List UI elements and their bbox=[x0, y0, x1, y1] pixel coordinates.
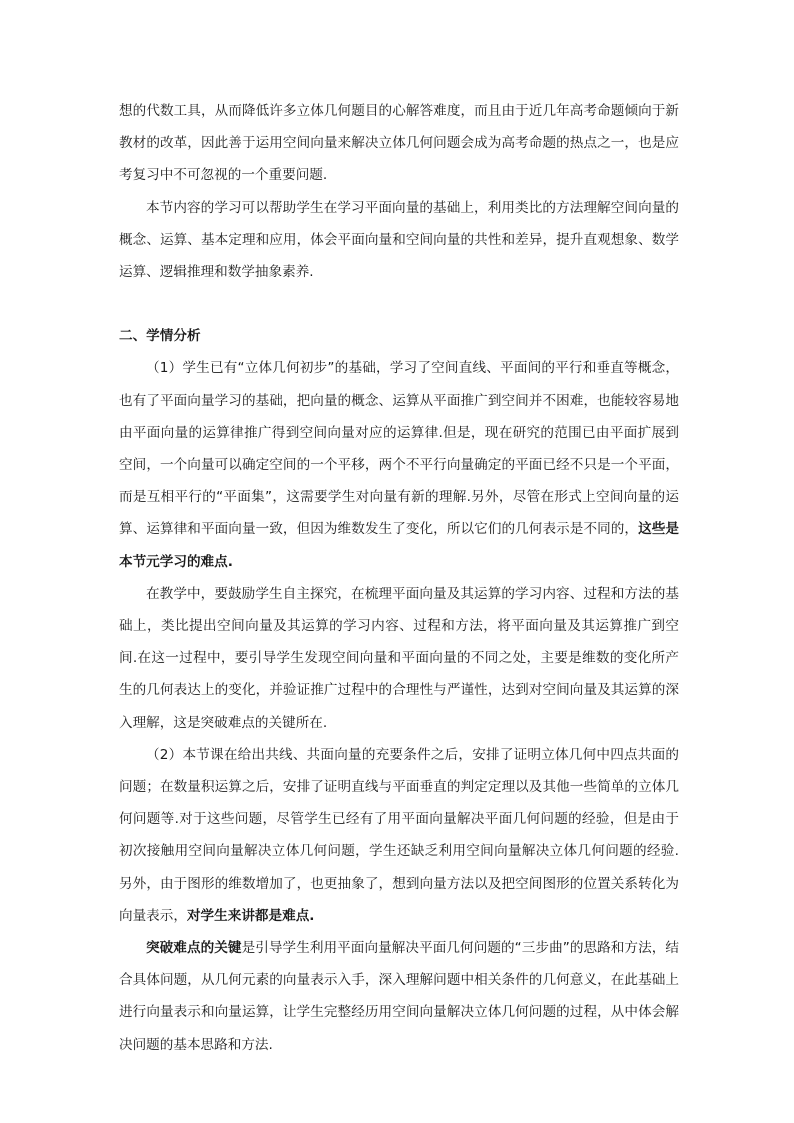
paragraph-prior-knowledge-text: （1）学生已有“立体几何初步”的基础，学习了空间直线、平面间的平行和垂直等概念，也有了平面向量学习的基础，把向量的概念、运算从平面推广到空间并不困难，也能较容易地由平面向量的运算律推广得到空间向量对应的运算律.但是，现在研究的范围已由平面扩展到空间，一个向量可以确定空间的一个平移，两个不平行向量确定的平面已经不只是一个平面，而是互相平行的“平面集”，这需要学生对向量有新的理解.另外，尽管在形式上空间向量的运算、运算律和平面向量一致，但因为维数发生了变化，所以它们的几何表示是不同的， bbox=[119, 360, 679, 538]
section-heading-learning-analysis: 二、学情分析 bbox=[119, 328, 201, 345]
paragraph-vector-tool: 想的代数工具，从而降低许多立体几何题目的心解答难度，而且由于近几年高考命题倾向于新教材的改革，因此善于运用空间向量来解决立体几何问题会成为高考命题的热点之一，也是应考复习中不可忽视的一个重要问题. bbox=[119, 103, 679, 184]
paragraph-lesson-arrangement-text: （2）本节课在给出共线、共面向量的充要条件之后，安排了证明立体几何中四点共面的问题；在数量积运算之后，安排了证明直线与平面垂直的判定定理以及其他一些简单的立体几何问题等.对于这些问题，尽管学生已经有了用平面向量解决平面几何问题的经验，但是由于初次接触用空间向量解决立体几何问题，学生还缺乏利用空间向量解决立体几何问题的经验.另外，由于图形的维数增加了，也更抽象了，想到向量方法以及把空间图形的位置关系转化为向量表示， bbox=[119, 746, 679, 924]
paragraph-prior-knowledge bbox=[119, 352, 679, 577]
breakthrough-key-emphasis: 突破难点的关键 bbox=[146, 940, 242, 957]
document-body bbox=[119, 95, 679, 1061]
difficulty-emphasis: 这些是本节元学习的难点. bbox=[119, 521, 680, 570]
paragraph-lesson-arrangement bbox=[119, 739, 679, 932]
paragraph-breakthrough-text: 是引导学生利用平面向量解决平面几何问题的“三步曲”的思路和方法，结合具体问题，从几何元素的向量表示入手，深入理解问题中相关条件的几何意义，在此基础上进行向量表示和向量运算，让学生完整经历用空间向量解决立体几何问题的过程，从中体会解决问题的基本思路和方法. bbox=[119, 940, 679, 1053]
paragraph-section-content: 本节内容的学习可以帮助学生在学习平面向量的基础上，利用类比的方法理解空间向量的概念、运算、基本定理和应用，体会平面向量和空间向量的共性和差异，提升直观想象、数学运算、逻辑推理和数学抽象素养. bbox=[119, 199, 679, 281]
paragraph-breakthrough-key bbox=[119, 932, 679, 1061]
difficulty-emphasis-students: 对学生来讲都是难点. bbox=[186, 907, 315, 924]
blank-line bbox=[119, 288, 679, 320]
paragraph-teaching-approach: 在教学中，要鼓励学生自主探究，在梳理平面向量及其运算的学习内容、过程和方法的基础上，类比提出空间向量及其运算的学习内容、过程和方法，将平面向量及其运算推广到空间.在这一过程中，要引导学生发现空间向量和平面向量的不同之处，主要是维数的变化所产生的几何表达上的变化，并验证推广过程中的合理性与严谨性，达到对空间向量及其运算的深入理解，这是突破难点的关键所在. bbox=[119, 585, 679, 731]
